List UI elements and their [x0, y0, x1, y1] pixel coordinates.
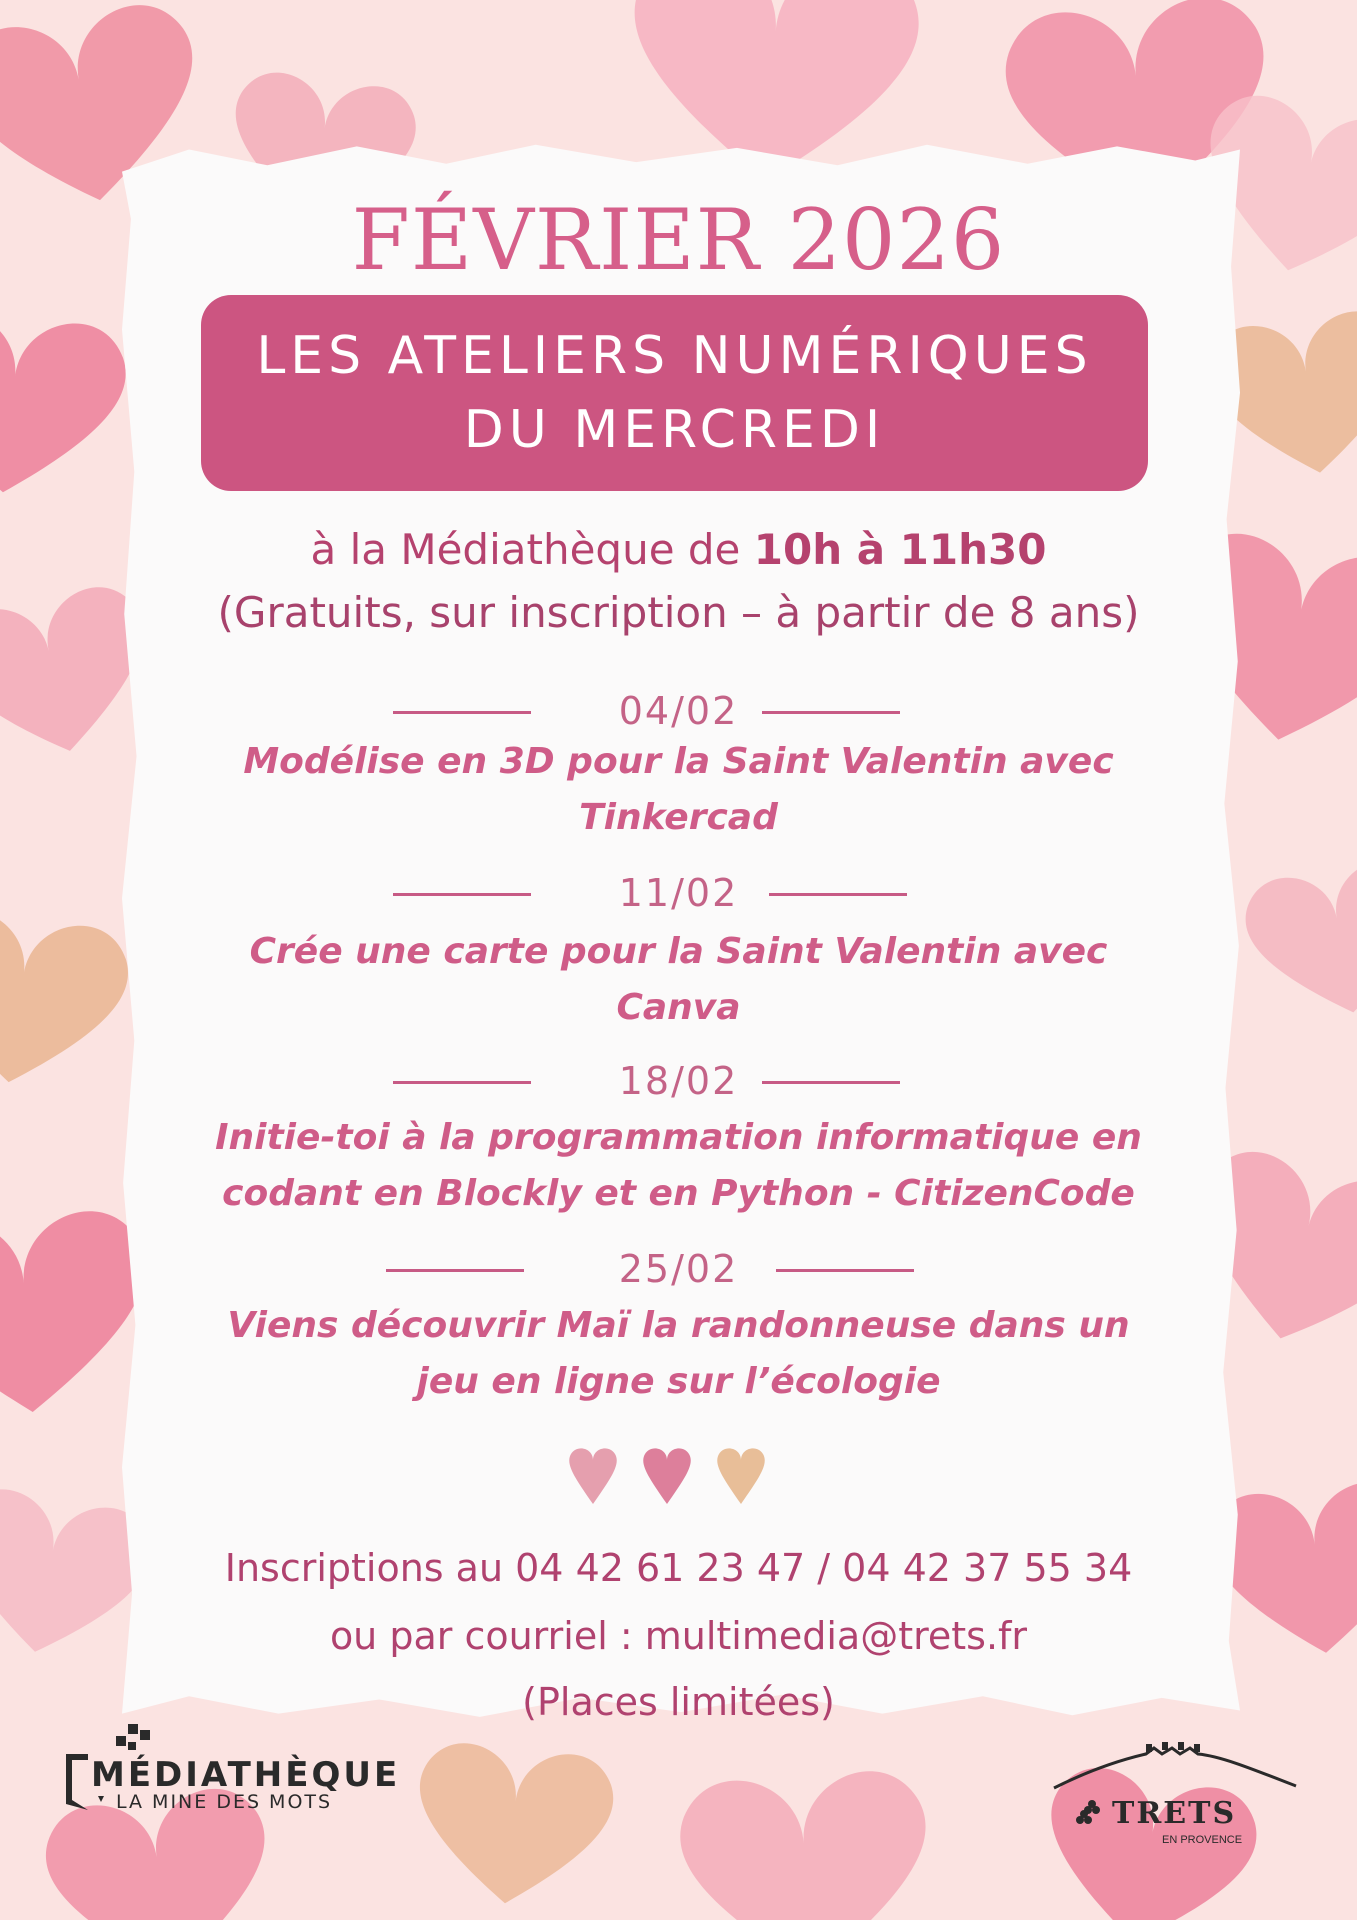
conditions-text: (Gratuits, sur inscription – à partir de 8 ans) — [217, 588, 1140, 637]
session-date: 04/02 — [618, 689, 739, 733]
session-date: 25/02 — [618, 1247, 739, 1291]
session-date-row — [0, 688, 1357, 734]
banner-title-line-1: LES ATELIERS NUMÉRIQUES — [256, 326, 1093, 386]
month-title: FÉVRIER 2026 — [351, 191, 1006, 289]
venue-text: à la Médiathèque de — [310, 525, 754, 574]
mediatheque-logo — [58, 1720, 401, 1820]
venue-hours — [0, 522, 1357, 578]
session-title-line-2: codant en Blockly et en Python - CitizenCode — [222, 1173, 1135, 1214]
session-title-line-1: Initie-toi à la programmation informatique en — [215, 1117, 1142, 1158]
title-banner — [201, 295, 1148, 491]
banner-title — [201, 319, 1148, 467]
heart-icon — [717, 1448, 764, 1504]
banner-title-line-2: DU MERCREDI — [463, 400, 886, 460]
heart-icon — [643, 1448, 690, 1504]
contact-phones: Inscriptions au 04 42 61 23 47 / 04 42 37 55 34 — [224, 1546, 1133, 1590]
trets-name: TRETS — [1112, 1796, 1237, 1831]
session-date-row — [0, 1058, 1357, 1104]
heart-icon — [569, 1448, 616, 1504]
contact-email: ou par courriel : multimedia@trets.fr — [329, 1614, 1028, 1658]
session-date: 11/02 — [618, 871, 739, 915]
session-title-line-1: Viens découvrir Maï la randonneuse dans un — [227, 1305, 1130, 1346]
session-title-line-2: jeu en ligne sur l’écologie — [416, 1361, 941, 1402]
session-title-line-2: Tinkercad — [579, 797, 778, 838]
session-date-row — [0, 1246, 1357, 1292]
hours-text: 10h à 11h30 — [753, 525, 1047, 574]
session-title-line-2: Canva — [616, 987, 741, 1028]
divider-right — [769, 893, 907, 896]
places-note: (Places limitées) — [522, 1680, 835, 1724]
session-title-line-1: Modélise en 3D pour la Saint Valentin avec — [243, 741, 1114, 782]
divider-right — [762, 1081, 900, 1084]
mediatheque-name: MÉDIATHÈQUE — [91, 1755, 401, 1795]
session-date-row — [0, 870, 1357, 916]
trets-logo — [1050, 1730, 1300, 1850]
clover-icon — [1076, 1800, 1100, 1824]
session-title-line-1: Crée une carte pour la Saint Valentin avec — [249, 931, 1108, 972]
divider-right — [762, 711, 900, 714]
trets-subtitle: EN PROVENCE — [1162, 1834, 1243, 1846]
decorative-hearts — [563, 1446, 773, 1508]
session-date: 18/02 — [618, 1059, 739, 1103]
divider-right — [776, 1269, 914, 1272]
mediatheque-subtitle: LA MINE DES MOTS — [116, 1791, 333, 1813]
